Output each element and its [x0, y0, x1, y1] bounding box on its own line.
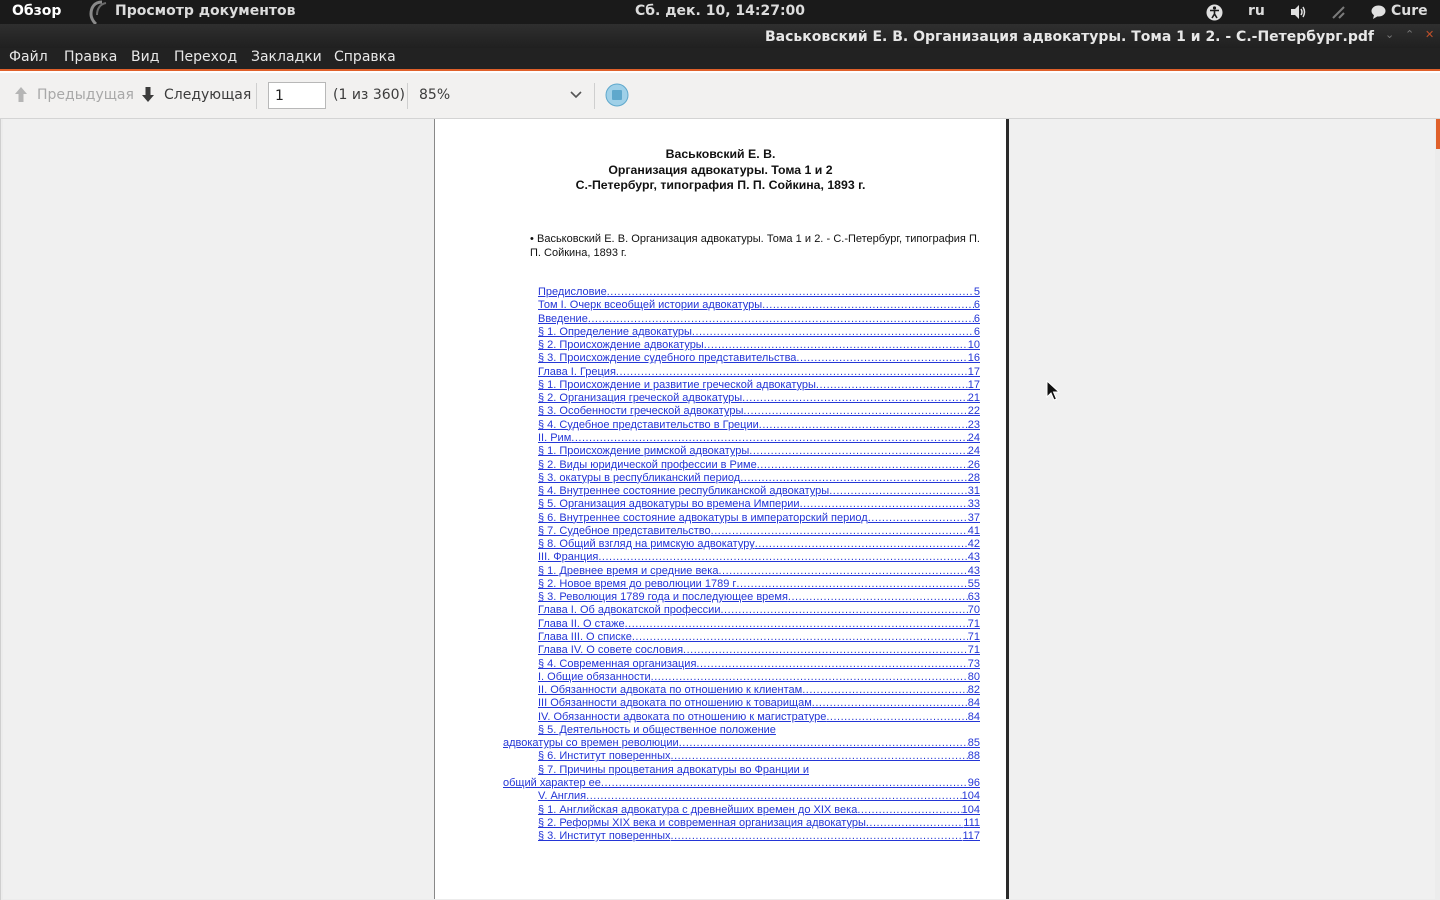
volume-icon[interactable]: [1290, 4, 1308, 20]
toc-page-number: 71: [967, 617, 980, 630]
toc-label: § 8. Общий взгляд на римскую адвокатуру: [538, 538, 755, 551]
previous-page-button[interactable]: Предыдущая: [37, 87, 134, 103]
toc-leader: [671, 830, 963, 842]
toc-label: § 4. Судебное представительство в Греции: [538, 418, 759, 431]
window-title: Васьковский Е. В. Организация адвокатуры. Тома 1 и 2. - С.-Петербург.pdf: [764, 29, 1374, 45]
chat-status-icon[interactable]: [1371, 5, 1386, 19]
toc-link[interactable]: [538, 551, 980, 564]
toc-link[interactable]: [538, 339, 980, 352]
toc-page-number: 23: [967, 418, 980, 431]
keyboard-layout-indicator[interactable]: ru: [1248, 3, 1265, 19]
toc-leader: [692, 326, 974, 338]
toc-leader: [866, 817, 963, 829]
user-menu[interactable]: Cure: [1391, 3, 1428, 19]
doc-bibliography: [530, 232, 980, 260]
toc-leader: [711, 525, 968, 537]
toc-page-number: 96: [967, 776, 980, 789]
toc-page-number: 41: [967, 524, 980, 537]
toc-page-number: 17: [967, 378, 980, 391]
toc-link[interactable]: [538, 525, 980, 538]
toc-page-number: 117: [962, 830, 980, 843]
toc-page-number: 37: [967, 511, 980, 524]
toc-page-number: 16: [967, 352, 980, 365]
toc-page-number: 84: [967, 697, 980, 710]
toc-link[interactable]: [538, 326, 980, 339]
top-panel: [0, 0, 1440, 24]
toc-link[interactable]: [538, 658, 980, 671]
toc-label: § 4. Внутреннее состояние республиканской адвокатуры: [538, 485, 830, 498]
toc-link[interactable]: [538, 644, 980, 657]
toc-leader: [616, 366, 968, 378]
toc-link[interactable]: [538, 565, 980, 578]
window-title-bar[interactable]: [0, 24, 1440, 48]
next-page-button[interactable]: Следующая: [164, 87, 252, 103]
chevron-down-icon[interactable]: [570, 90, 582, 100]
toc-label: Глава I. Греция: [538, 365, 616, 378]
toc-link[interactable]: [538, 379, 980, 392]
menu-view[interactable]: Вид: [131, 49, 160, 65]
toc-label: § 1. Древнее время и средние века: [538, 564, 719, 577]
toc-page-number: 85: [967, 737, 980, 750]
toc-link[interactable]: [538, 419, 980, 432]
toc-page-number: 111: [963, 816, 980, 829]
toc-leader: [679, 737, 968, 749]
toc-link[interactable]: [538, 631, 980, 644]
toc-leader: [812, 697, 968, 709]
scrollbar[interactable]: [1436, 119, 1440, 149]
toc-page-number: 104: [961, 790, 980, 803]
toc-label: I. Общие обязанности: [538, 670, 651, 683]
toc-page-number: 28: [967, 471, 980, 484]
page-number-input[interactable]: [268, 82, 326, 109]
mouse-cursor-icon: [1046, 380, 1060, 402]
toc-link[interactable]: [538, 352, 980, 365]
toc-leader: [762, 299, 974, 311]
toc-page-number: 42: [967, 538, 980, 551]
view-mode-icon[interactable]: [605, 83, 629, 107]
toc-link[interactable]: [538, 711, 980, 724]
toc-label: § 2. Новое время до революции 1789 г: [538, 577, 737, 590]
toc-leader: [829, 485, 968, 497]
toc-label: § 6. Внутреннее состояние адвокатуры в императорский период: [538, 511, 868, 524]
arrow-down-icon: [141, 86, 155, 103]
toc-leader: [586, 790, 961, 802]
toc-page-number: 31: [967, 485, 980, 498]
toc-link[interactable]: [538, 817, 980, 830]
toc-page-number: 17: [967, 365, 980, 378]
toc-link[interactable]: [538, 750, 980, 763]
toc-label: § 2. Виды юридической профессии в Риме: [538, 458, 757, 471]
toc-label: § 3. Происхождение судебного представительства: [538, 352, 797, 365]
toc-label: § 5. Организация адвокатуры во времена Империи: [538, 498, 800, 511]
toolbar-separator: [407, 83, 408, 109]
toc-link[interactable]: [538, 578, 980, 591]
toc-page-number: 88: [967, 750, 980, 763]
toc-leader: [802, 684, 968, 696]
toc-label: § 1. Происхождение римской адвокатуры: [538, 445, 750, 458]
toc-leader: [720, 604, 967, 616]
toc-leader: [671, 750, 968, 762]
toc-label: § 3. окатуры в республиканский период: [538, 471, 741, 484]
toc-page-number: 84: [967, 710, 980, 723]
toc-leader: [696, 658, 967, 670]
toc-page-number: 55: [967, 577, 980, 590]
toc-label: III Обязанности адвоката по отношению к товарищам: [538, 697, 812, 710]
toc-page-number: 5: [973, 286, 980, 298]
menubar: [0, 48, 1440, 71]
menu-edit[interactable]: Правка: [64, 49, 118, 65]
toc-leader: [742, 392, 968, 404]
toc-label: Глава IV. О совете сословия: [538, 644, 684, 657]
document-page: [434, 119, 1009, 899]
menu-bookmarks[interactable]: Закладки: [251, 49, 322, 65]
toc-link[interactable]: [538, 445, 980, 458]
toc-leader: [796, 352, 967, 364]
toc-label: II. Рим: [538, 431, 572, 444]
toc-label: § 3. Особенности греческой адвокатуры: [538, 405, 744, 418]
clock[interactable]: Сб. дек. 10, 14:27:00: [634, 3, 806, 19]
toc-leader: [788, 591, 968, 603]
toc-leader: [755, 538, 968, 550]
toc-link[interactable]: [538, 671, 980, 684]
toc-leader: [588, 313, 974, 325]
document-viewer-app-icon: [88, 0, 114, 24]
toc-page-number: 43: [967, 564, 980, 577]
toc-leader: [571, 432, 967, 444]
doc-imprint: С.-Петербург, типография П. П. Сойкина, 1893 г.: [575, 178, 866, 192]
arrow-up-icon: [14, 86, 28, 103]
toc-label: Глава I. Об адвокатской профессии: [538, 604, 721, 617]
toc-leader: [625, 618, 968, 630]
toc-link[interactable]: § 7. Причины процветания адвокатуры во Франции и: [538, 763, 809, 776]
toc-page-number: 26: [967, 458, 980, 471]
toc-link[interactable]: [538, 299, 980, 312]
toc-link[interactable]: [538, 804, 980, 817]
toc-link[interactable]: [538, 392, 980, 405]
document-header: [435, 147, 1006, 194]
toc-leader: [800, 498, 968, 510]
toolbar-separator: [256, 83, 257, 109]
maximize-icon[interactable]: ⌃: [1405, 28, 1415, 41]
toc-link[interactable]: [538, 604, 980, 617]
toc-page-number: 70: [967, 604, 980, 617]
network-icon[interactable]: [1330, 4, 1347, 21]
toc-leader: [857, 804, 961, 816]
toc-page-number: 80: [967, 670, 980, 683]
zoom-select[interactable]: 85%: [419, 87, 451, 103]
toc-label: адвокатуры со времен революции: [503, 737, 679, 750]
toc-label: общий характер ее: [503, 776, 601, 789]
toc-label: § 7. Судебное представительство: [538, 524, 711, 537]
page-count-label: (1 из 360): [333, 87, 405, 103]
toc-leader: [683, 644, 968, 656]
toc-label: II. Обязанности адвоката по отношению к клиентам: [538, 684, 803, 697]
toc-link[interactable]: [538, 366, 980, 379]
toc-page-number: 10: [967, 339, 980, 352]
toc-leader: [868, 512, 968, 524]
toc-page-number: 33: [967, 498, 980, 511]
activities-button[interactable]: Обзор: [12, 3, 62, 19]
toc-leader: [704, 339, 968, 351]
toc-label: § 1. Английская адвокатура с древнейших времен до XIX века: [538, 803, 858, 816]
toc-link[interactable]: [538, 459, 980, 472]
toc-page-number: 63: [967, 591, 980, 604]
toc-label: Том I. Очерк всеобщей истории адвокатуры: [538, 299, 763, 312]
toolbar-separator: [594, 83, 595, 109]
toc-link[interactable]: [538, 591, 980, 604]
doc-title: Организация адвокатуры. Тома 1 и 2: [608, 162, 833, 177]
toc-label: § 4. Современная организация: [538, 657, 697, 670]
toc-label: V. Англия: [538, 790, 587, 803]
toc-label: § 2. Происхождение адвокатуры: [538, 339, 704, 352]
toc-link[interactable]: [538, 432, 980, 445]
app-menu-button[interactable]: Просмотр документов: [115, 3, 296, 19]
toc-page-number: 6: [973, 312, 980, 325]
toc-page-number: 6: [973, 325, 980, 338]
toc-leader: [718, 565, 967, 577]
toc-link[interactable]: [538, 405, 980, 418]
toc-leader: [598, 551, 967, 563]
minimize-icon[interactable]: ⌄: [1385, 28, 1395, 41]
toc-link[interactable]: [538, 313, 980, 326]
toc-page-number: 43: [967, 551, 980, 564]
toc-leader: [759, 419, 968, 431]
toc-page-number: 71: [967, 631, 980, 644]
toc-link[interactable]: [538, 618, 980, 631]
toolbar: [0, 73, 1440, 119]
toc-leader: [757, 459, 968, 471]
toc-leader: [736, 578, 967, 590]
toc-link[interactable]: [538, 485, 980, 498]
toc-label: § 1. Определение адвокатуры: [538, 325, 692, 338]
toc-page-number: 71: [967, 644, 980, 657]
toc-page-number: 73: [967, 657, 980, 670]
toc-link[interactable]: [538, 472, 980, 485]
toc-label: Глава II. О стаже: [538, 617, 625, 630]
menu-file[interactable]: Файл: [9, 49, 48, 65]
toc-leader: [601, 777, 968, 789]
toc-label: § 6. Институт поверенных: [538, 750, 671, 763]
toc-label: IV. Обязанности адвоката по отношению к магистратуре: [538, 710, 827, 723]
toc-link[interactable]: [538, 790, 980, 803]
toc-link[interactable]: [538, 697, 980, 710]
toc-link[interactable]: [538, 512, 980, 525]
toc-link[interactable]: [503, 737, 980, 750]
menu-go[interactable]: Переход: [174, 49, 238, 65]
toc-label: § 3. Революция 1789 года и последующее время: [538, 591, 788, 604]
bibliography-text: Васьковский Е. В. Организация адвокатуры. Тома 1 и 2. - С.-Петербург, типография П. П. Сойкина, 1893 г.: [530, 233, 980, 259]
toc-label: § 1. Происхождение и развитие греческой адвокатуры: [538, 378, 816, 391]
close-icon[interactable]: ✕: [1425, 28, 1435, 41]
toc-page-number: 6: [973, 299, 980, 312]
toc-label: III. Франция: [538, 551, 599, 564]
toc-label: Предисловие: [538, 286, 607, 298]
accessibility-icon[interactable]: [1206, 4, 1223, 21]
toc-leader: [607, 286, 974, 298]
toc-label: Введение: [538, 312, 588, 325]
toc-page-number: 82: [967, 684, 980, 697]
toc-page-number: 104: [961, 803, 980, 816]
bullet-icon: •: [530, 233, 537, 245]
toc-leader: [749, 445, 967, 457]
toc-leader: [651, 671, 968, 683]
toc-leader: [816, 379, 968, 391]
toc-link[interactable]: [538, 830, 980, 843]
toc-label: § 2. Реформы XIX века и современная организация адвокатуры: [538, 816, 866, 829]
toc-link[interactable]: [503, 777, 980, 790]
toc-label: § 2. Организация греческой адвокатуры: [538, 392, 743, 405]
toc-leader: [743, 405, 967, 417]
toc-leader: [826, 711, 967, 723]
toc-page-number: 24: [967, 445, 980, 458]
toc-label: § 3. Институт поверенных: [538, 830, 671, 843]
toc-link[interactable]: [538, 498, 980, 511]
toc-leader: [632, 631, 968, 643]
toc-link[interactable]: [538, 684, 980, 697]
toc-page-number: 21: [967, 392, 980, 405]
toc-link[interactable]: [538, 538, 980, 551]
toc-leader: [740, 472, 968, 484]
toc-page-number: 22: [967, 405, 980, 418]
toc-page-number: 24: [967, 431, 980, 444]
menu-help[interactable]: Справка: [334, 49, 396, 65]
toc-link[interactable]: [538, 286, 980, 299]
toc-link[interactable]: § 5. Деятельность и общественное положение: [538, 723, 776, 736]
doc-author: Васьковский Е. В.: [665, 147, 776, 161]
toc-label: Глава III. О списке: [538, 631, 632, 644]
